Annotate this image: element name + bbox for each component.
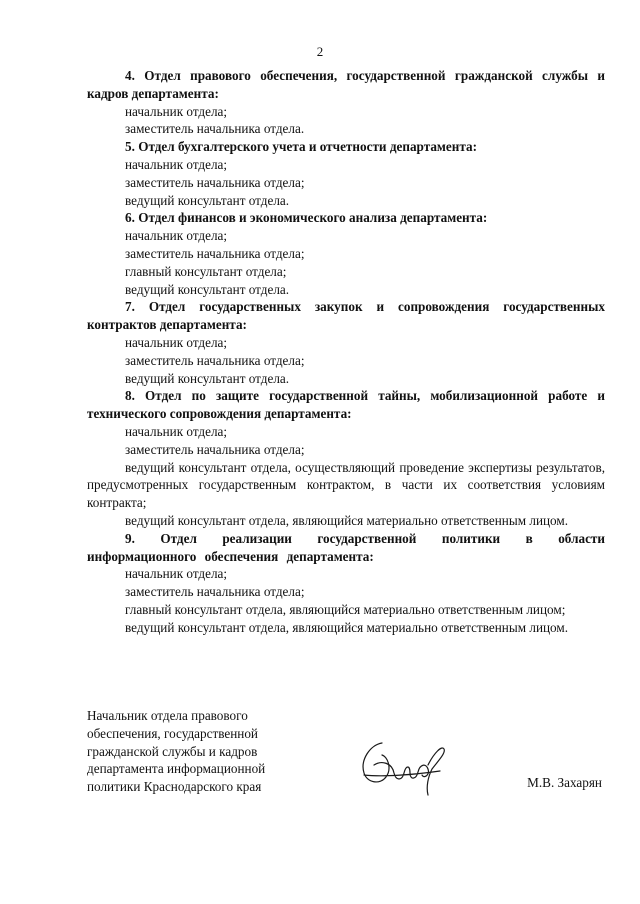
list-item: ведущий консультант отдела. bbox=[125, 192, 290, 208]
signer-name: М.В. Захарян bbox=[527, 775, 602, 790]
list-item: ведущий консультант отдела, осуществляющий проведение экспертизы результатов, предусмотренных государственным контрактом, в части их соответствия условиям контракта; bbox=[87, 459, 605, 511]
list-item: заместитель начальника отдела; bbox=[125, 584, 305, 600]
list-item: начальник отдела; bbox=[125, 566, 228, 582]
list-item: ведущий консультант отдела, являющийся материально ответственным лицом. bbox=[125, 619, 569, 635]
list-item: начальник отдела; bbox=[125, 156, 228, 172]
list-item: главный консультант отдела, являющийся материально ответственным лицом; bbox=[125, 601, 566, 617]
section-heading-5: 5. Отдел бухгалтерского учета и отчетности департамента: bbox=[125, 139, 477, 155]
section-heading-9: 9. Отдел реализации государственной политики в области информационного обеспечения департамента: bbox=[87, 530, 605, 564]
list-item: начальник отдела; bbox=[125, 103, 228, 119]
signatory-position bbox=[87, 707, 287, 796]
signatory-position-line: политики Краснодарского края bbox=[87, 779, 262, 795]
list-item: заместитель начальника отдела; bbox=[125, 441, 305, 457]
list-item: начальник отдела; bbox=[125, 228, 228, 244]
list-item: заместитель начальника отдела; bbox=[125, 174, 305, 190]
list-item: заместитель начальника отдела; bbox=[125, 245, 305, 261]
list-item: начальник отдела; bbox=[125, 423, 228, 439]
list-item: ведущий консультант отдела, являющийся материально ответственным лицом. bbox=[125, 512, 569, 528]
signatory-position-line: гражданской службы и кадров bbox=[87, 743, 258, 759]
list-item: ведущий консультант отдела. bbox=[125, 281, 290, 297]
signatory-position-line: обеспечения, государственной bbox=[87, 725, 258, 741]
section-heading-7: 7. Отдел государственных закупок и сопровождения государственных контрактов департамента: bbox=[87, 299, 605, 333]
signatory-position-line: Начальник отдела правового bbox=[87, 708, 248, 723]
page-number: 2 bbox=[316, 44, 324, 59]
document-body bbox=[87, 67, 605, 637]
list-item: заместитель начальника отдела; bbox=[125, 352, 305, 368]
section-heading-8: 8. Отдел по защите государственной тайны, мобилизационной работе и технического сопровождения департамента: bbox=[87, 388, 605, 422]
list-item: начальник отдела; bbox=[125, 334, 228, 350]
signatory-position-line: департамента информационной bbox=[87, 761, 266, 777]
list-item: ведущий консультант отдела. bbox=[125, 370, 290, 386]
section-heading-4: 4. Отдел правового обеспечения, государственной гражданской службы и кадров департамента: bbox=[87, 68, 605, 101]
handwritten-signature bbox=[352, 735, 452, 800]
section-heading-6: 6. Отдел финансов и экономического анализа департамента: bbox=[125, 210, 488, 226]
list-item: заместитель начальника отдела. bbox=[125, 121, 305, 137]
list-item: главный консультант отдела; bbox=[125, 263, 287, 279]
